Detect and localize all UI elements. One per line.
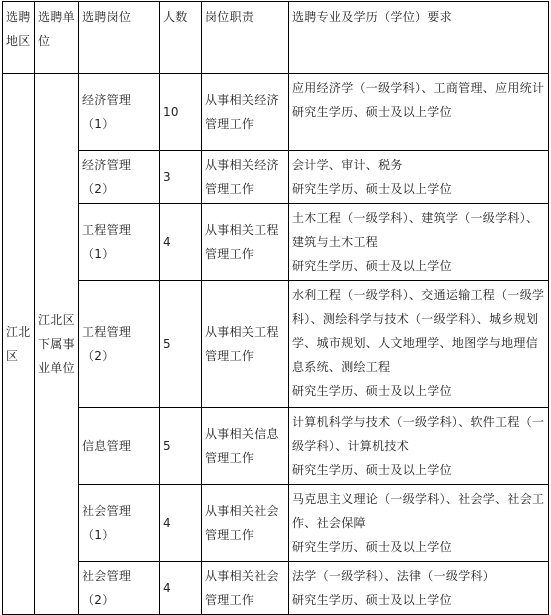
count-cell: 3 xyxy=(160,151,202,204)
duty-cell: 从事相关社会管理工作 xyxy=(202,562,289,615)
post-cell: 社会管理（1） xyxy=(79,485,160,562)
count-cell: 4 xyxy=(160,485,202,562)
count-cell: 5 xyxy=(160,408,202,485)
degree-text: 研究生学历、硕士及以上学位 xyxy=(292,105,452,119)
requirements-cell xyxy=(289,485,549,562)
post-cell: 工程管理（2） xyxy=(79,281,160,408)
major-text: 土木工程（一级学科）、建筑学（一级学科）、建筑与土木工程 xyxy=(292,211,539,249)
degree-text: 研究生学历、硕士及以上学位 xyxy=(292,463,452,477)
header-requirements: 选聘专业及学历（学位）要求 xyxy=(289,2,549,74)
requirements-cell xyxy=(289,408,549,485)
major-text: 会计学、审计、税务 xyxy=(292,158,403,172)
post-cell: 工程管理（1） xyxy=(79,204,160,281)
header-count: 人数 xyxy=(160,2,202,74)
degree-text: 研究生学历、硕士及以上学位 xyxy=(292,182,452,196)
unit-cell: 江北区下属事业单位 xyxy=(35,74,79,615)
post-cell: 社会管理（2） xyxy=(79,562,160,615)
recruitment-table xyxy=(2,1,549,615)
post-cell: 经济管理（2） xyxy=(79,151,160,204)
table-row xyxy=(3,485,549,562)
major-text: 应用经济学（一级学科）、工商管理、应用统计 xyxy=(292,81,545,95)
header-row xyxy=(3,2,549,74)
duty-cell: 从事相关信息管理工作 xyxy=(202,408,289,485)
header-post: 选聘岗位 xyxy=(79,2,160,74)
table-row xyxy=(3,562,549,615)
major-text: 法学（一级学科）、法律（一级学科） xyxy=(292,569,496,583)
major-text: 水利工程（一级学科）、交通运输工程（一级学科）、测绘科学与技术（一级学科）、城乡规划学、城市规划、人文地理学、地图学与地理信息系统、测绘工程 xyxy=(292,288,545,374)
duty-cell: 从事相关工程管理工作 xyxy=(202,281,289,408)
table-row xyxy=(3,281,549,408)
post-cell: 信息管理 xyxy=(79,408,160,485)
duty-cell: 从事相关经济管理工作 xyxy=(202,151,289,204)
table-row xyxy=(3,408,549,485)
table-row xyxy=(3,204,549,281)
duty-cell: 从事相关工程管理工作 xyxy=(202,204,289,281)
count-cell: 10 xyxy=(160,74,202,151)
duty-cell: 从事相关社会管理工作 xyxy=(202,485,289,562)
degree-text: 研究生学历、硕士及以上学位 xyxy=(292,384,452,398)
requirements-cell xyxy=(289,74,549,151)
table-row xyxy=(3,74,549,151)
header-region: 选聘地区 xyxy=(3,2,35,74)
requirements-cell xyxy=(289,151,549,204)
post-cell: 经济管理（1） xyxy=(79,74,160,151)
requirements-cell xyxy=(289,281,549,408)
major-text: 马克思主义理论（一级学科）、社会学、社会工作、社会保障 xyxy=(292,492,545,530)
count-cell: 4 xyxy=(160,204,202,281)
table-row xyxy=(3,151,549,204)
requirements-cell xyxy=(289,562,549,615)
header-unit: 选聘单位 xyxy=(35,2,79,74)
degree-text: 研究生学历、硕士及以上学位 xyxy=(292,593,452,607)
requirements-cell xyxy=(289,204,549,281)
count-cell: 5 xyxy=(160,281,202,408)
duty-cell: 从事相关经济管理工作 xyxy=(202,74,289,151)
major-text: 计算机科学与技术（一级学科）、软件工程（一级学科）、计算机技术 xyxy=(292,415,545,453)
degree-text: 研究生学历、硕士及以上学位 xyxy=(292,540,452,554)
header-duty: 岗位职责 xyxy=(202,2,289,74)
count-cell: 4 xyxy=(160,562,202,615)
degree-text: 研究生学历、硕士及以上学位 xyxy=(292,259,452,273)
region-cell: 江北区 xyxy=(3,74,35,615)
